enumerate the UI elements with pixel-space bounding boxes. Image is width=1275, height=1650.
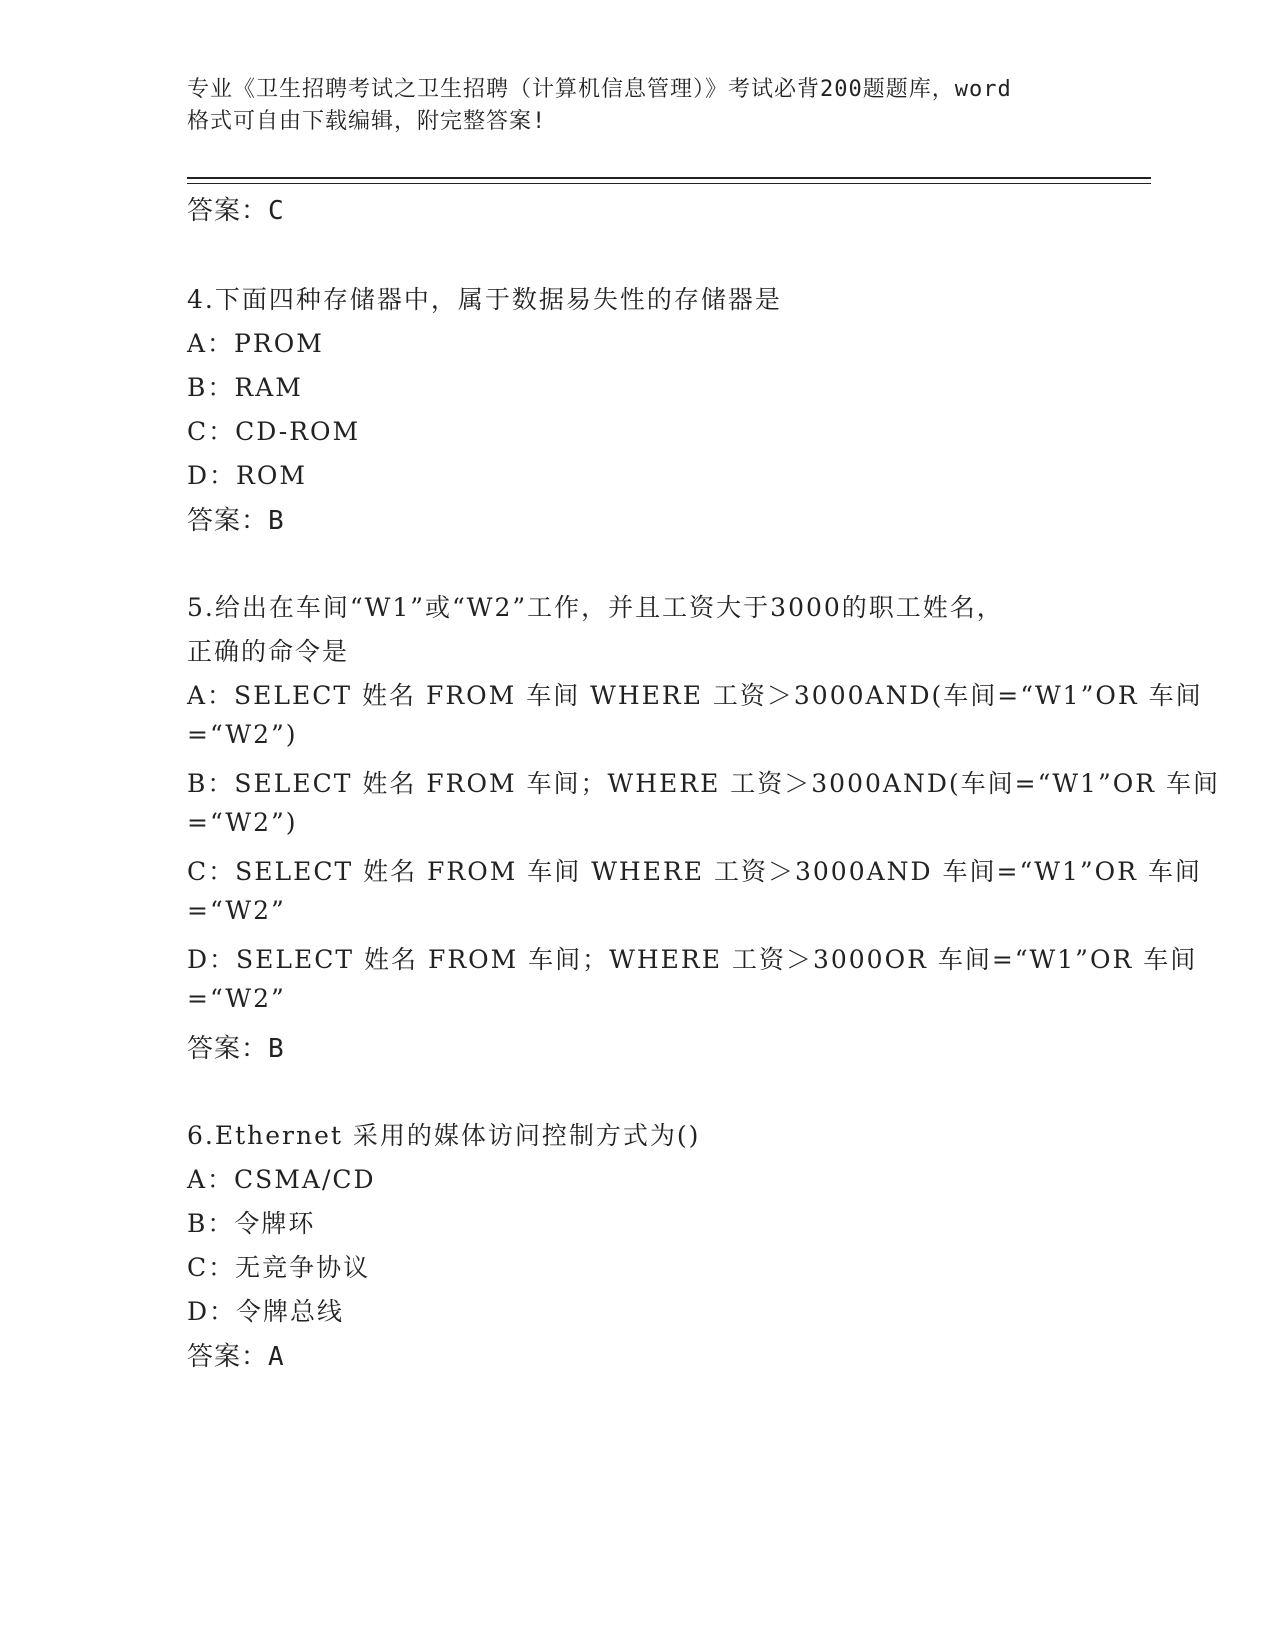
- header-line-2: 格式可自由下载编辑，附完整答案!: [187, 109, 547, 134]
- question-6-option-d: D：令牌总线: [187, 1297, 345, 1326]
- previous-answer: 答案：C: [187, 196, 285, 226]
- question-5-option-a-line-1: A：SELECT 姓名 FROM 车间 WHERE 工资＞3000AND(车间=“W1”OR 车间: [187, 681, 1203, 710]
- question-6-option-a: A：CSMA/CD: [187, 1165, 376, 1194]
- question-5-option-d-line-2: =“W2”: [187, 984, 286, 1013]
- header-divider-thick: [187, 177, 1151, 179]
- question-6-answer: 答案：A: [187, 1342, 285, 1372]
- question-4-stem: 4.下面四种存储器中，属于数据易失性的存储器是: [187, 285, 782, 314]
- header-divider-thin: [187, 183, 1151, 184]
- question-4-answer: 答案：B: [187, 506, 285, 536]
- question-6-option-c: C：无竞争协议: [187, 1253, 371, 1282]
- question-5-option-d-line-1: D：SELECT 姓名 FROM 车间；WHERE 工资＞3000OR 车间=“W1”OR 车间: [187, 945, 1198, 974]
- question-5-option-a-line-2: =“W2”): [187, 720, 298, 749]
- question-4-option-d: D：ROM: [187, 461, 307, 490]
- question-6-stem: 6.Ethernet 采用的媒体访问控制方式为(): [187, 1121, 701, 1150]
- question-5-option-c-line-2: =“W2”: [187, 896, 286, 925]
- question-5-option-c-line-1: C：SELECT 姓名 FROM 车间 WHERE 工资＞3000AND 车间=“W1”OR 车间: [187, 857, 1202, 886]
- question-5-stem-line-1: 5.给出在车间“W1”或“W2”工作，并且工资大于3000的职工姓名，: [187, 593, 1004, 622]
- question-6-option-b: B：令牌环: [187, 1209, 316, 1238]
- question-4-option-a: A：PROM: [187, 329, 324, 358]
- question-4-option-c: C：CD-ROM: [187, 417, 361, 446]
- question-5-stem-line-2: 正确的命令是: [187, 637, 350, 666]
- header-line-1: 专业《卫生招聘考试之卫生招聘（计算机信息管理）》考试必背200题题库，word: [187, 77, 1012, 102]
- question-4-option-b: B：RAM: [187, 373, 303, 402]
- question-5-answer: 答案：B: [187, 1034, 285, 1064]
- document-header: [187, 74, 1087, 138]
- question-5-option-b-line-1: B：SELECT 姓名 FROM 车间；WHERE 工资＞3000AND(车间=“W1”OR 车间: [187, 769, 1220, 798]
- question-5-option-b-line-2: =“W2”): [187, 808, 298, 837]
